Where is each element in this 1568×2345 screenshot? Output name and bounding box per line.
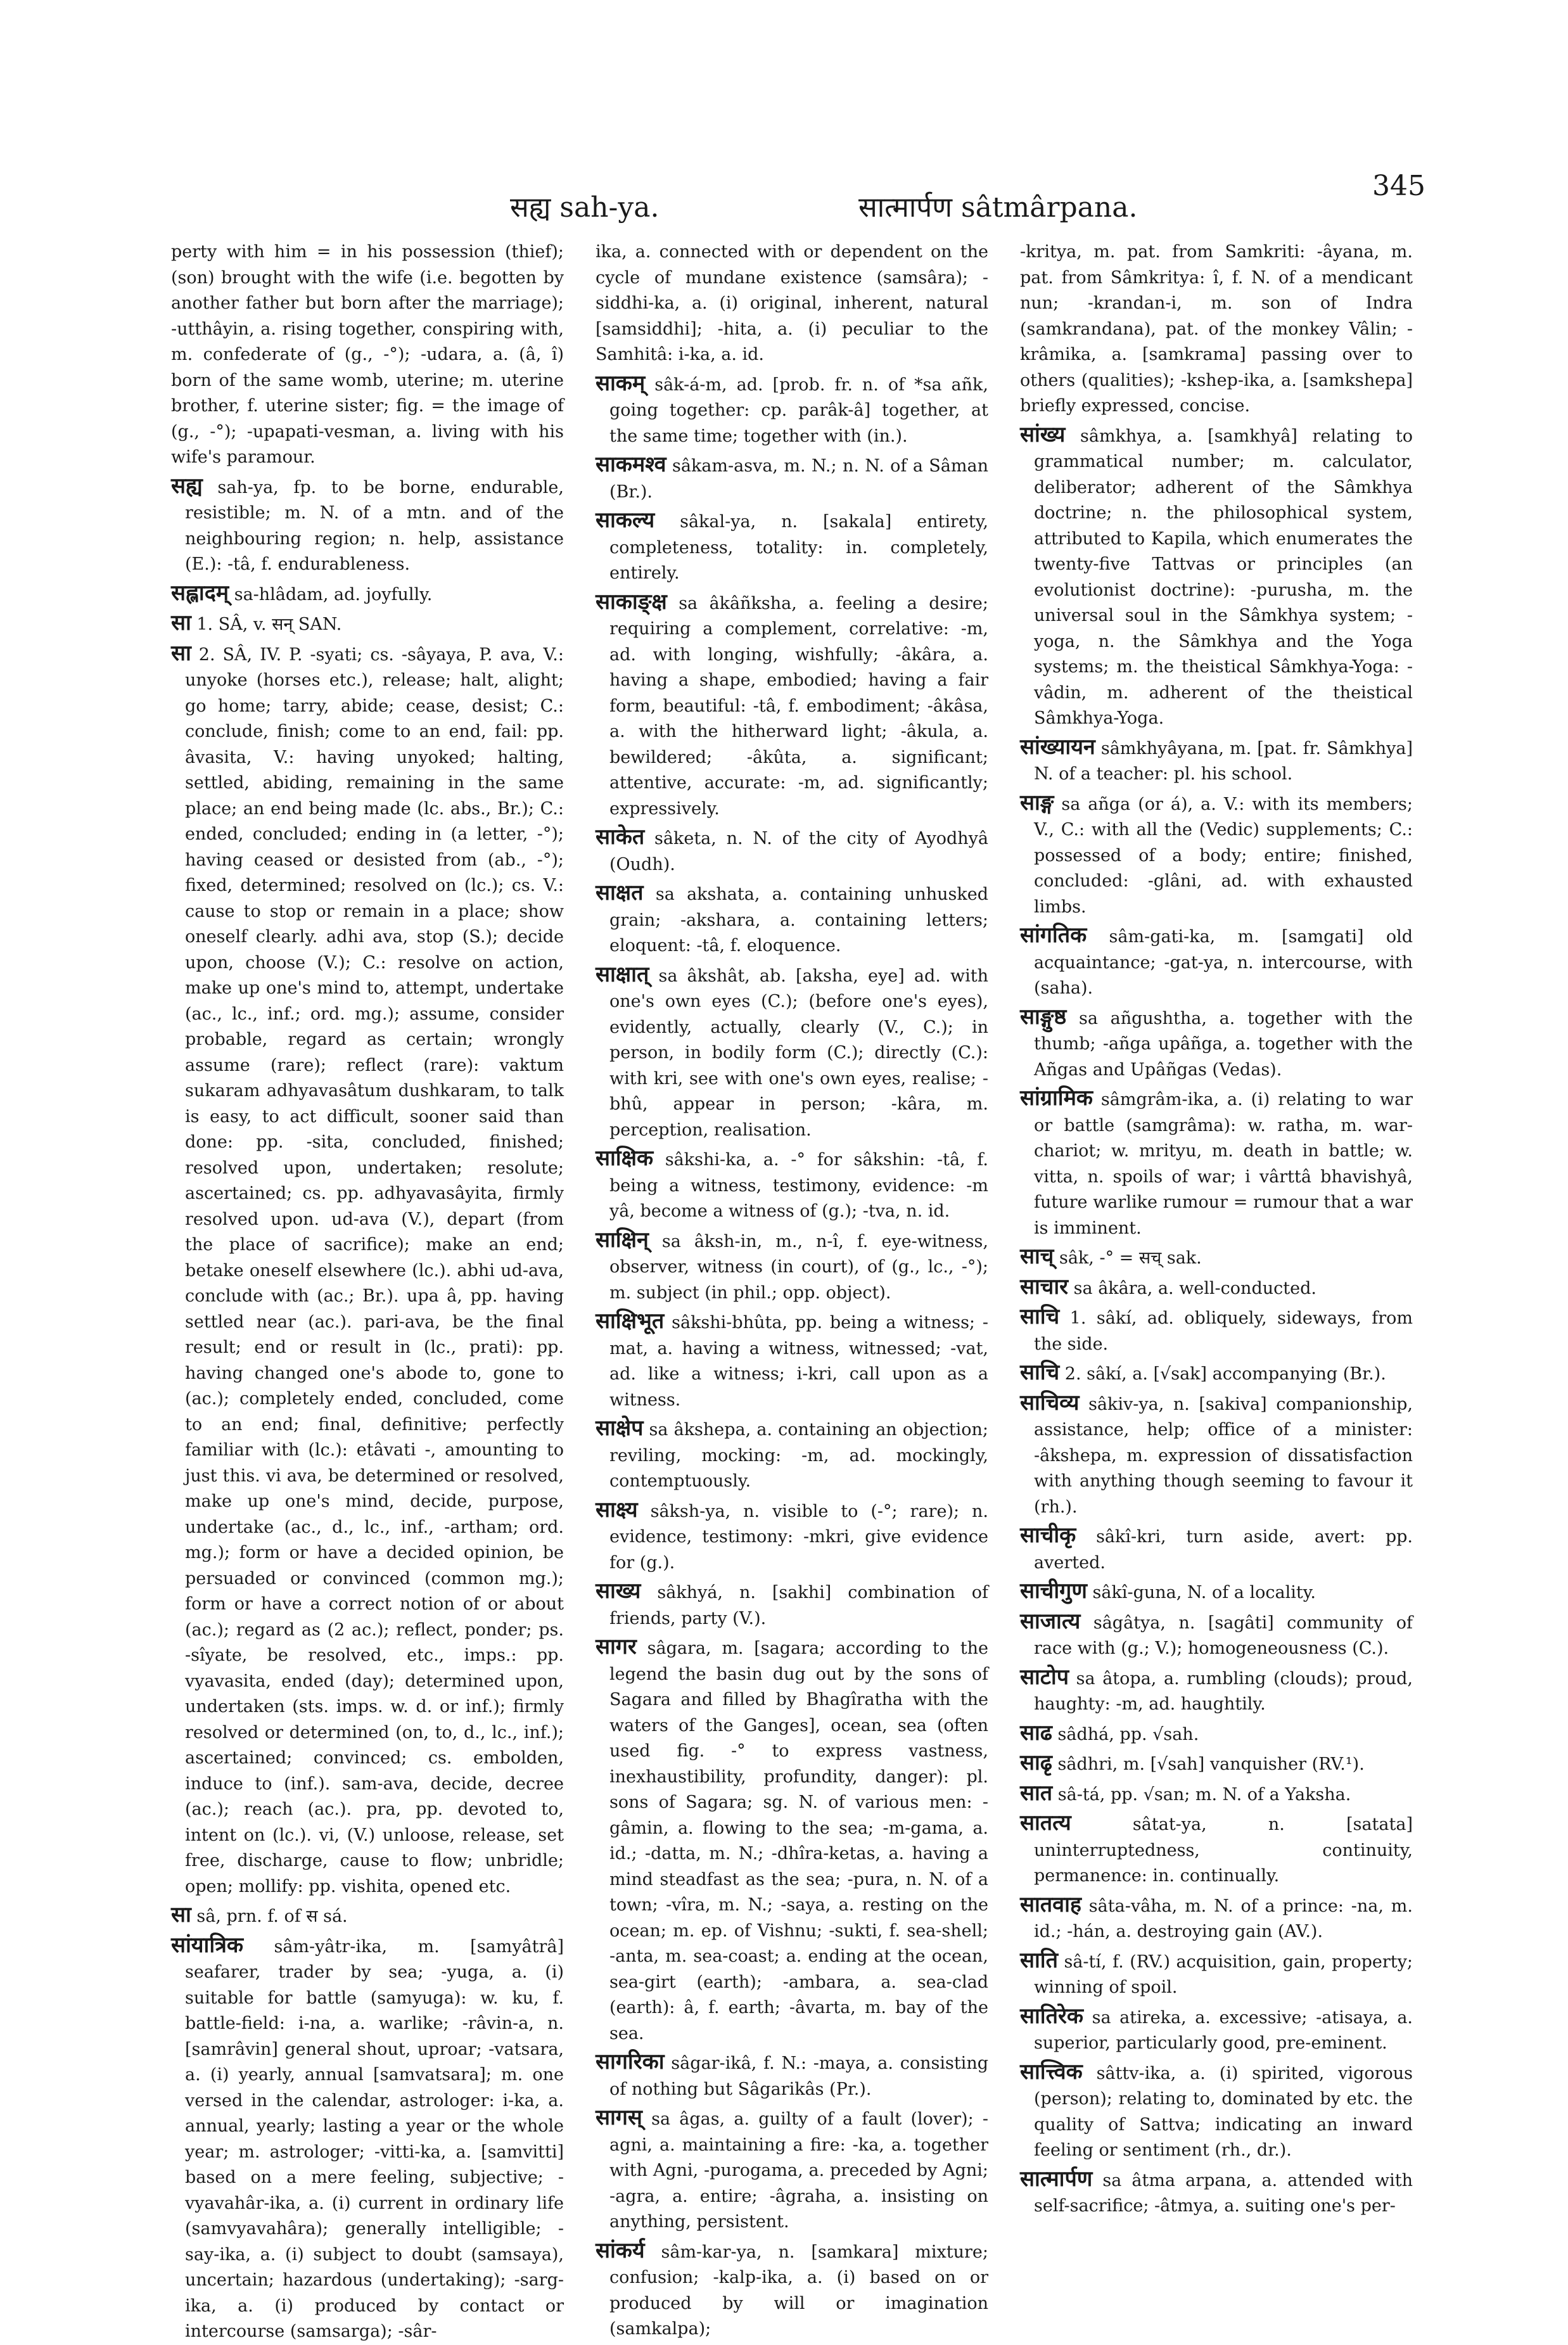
dictionary-entry [596, 371, 988, 450]
entry-headword: सागर [596, 1634, 637, 1659]
entry-text: sâkam-asva, m. N.; n. N. of a Sâman (Br.). [609, 456, 988, 502]
entry-headword: साकल्य [596, 508, 655, 533]
entry-text: sâta-vâha, m. N. of a prince: -na, m. id.; -hán, a. destroying gain (AV.). [1034, 1896, 1413, 1941]
entry-headword: सात्मार्पण [1020, 2166, 1093, 2192]
entry-text: sâkshi-bhûta, pp. being a witness; -mat, a. having a witness, witnessed; -vat, ad. like a witness; i-kri, call upon as a witness. [609, 1313, 988, 1410]
dictionary-entry [596, 1146, 988, 1225]
center-headword: सात्मार्पण sâtmârpana. [858, 191, 1138, 224]
dictionary-entry [1020, 1085, 1413, 1241]
entry-text: sâmkhya, a. [samkhyâ] relating to grammatical number; m. calculator, deliberator; adherent of the Sâmkhya doctrine; n. the philosophical system, attributed to Kapila, which enumerates the twenty-five Tattvas or principles (an evolutionist doctrine): -purusha, m. the universal soul in the Sâmkhya system; -yoga, n. the Sâmkhya and the Yoga systems; m. the theistical Sâmkhya-Yoga: -vâdin, m. adherent of the theistical Sâmkhya-Yoga. [1034, 426, 1413, 728]
column-1 [171, 240, 564, 2341]
entry-headword: साढ [1020, 1720, 1052, 1746]
dictionary-entry [171, 240, 564, 471]
page-number: 345 [1372, 170, 1425, 202]
entry-text: sa añgushtha, a. together with the thumb; -añga upâñga, a. together with the Añgas and Upâñgas (Vedas). [1034, 1008, 1413, 1080]
entry-headword: साचार [1020, 1274, 1069, 1300]
dictionary-entry [1020, 1892, 1413, 1945]
entry-headword: साचि [1020, 1360, 1060, 1385]
entry-text: sa âgas, a. guilty of a fault (lover); -agni, a. maintaining a fire: -ka, a. together with Agni, -purogama, a. preceded by Agni; -agra, a. entire; -âgraha, a. insisting on anything, persistent. [609, 2109, 988, 2232]
entry-text: sâkhyá, n. [sakhi] combination of friends, party (V.). [609, 1583, 988, 1628]
entry-headword: साक्षेप [596, 1415, 644, 1441]
entry-text: sâm-kar-ya, n. [samkara] mixture; confusion; -kalp-ika, a. (i) based on or produced by will or imagination (samkalpa); [609, 2242, 988, 2339]
dictionary-entry [1020, 1578, 1413, 1606]
entry-text: 1. SÂ, v. सन् SAN. [191, 615, 342, 634]
dictionary-entry [596, 2105, 988, 2235]
entry-text: perty with him = in his possession (thief); (son) brought with the wife (i.e. begotten by another father but born after the marriage); -utthâyin, a. rising together, conspiring with, m. confederate of (g., -°); -udara, a. (â, î) born of the same womb, uterine; m. uterine brother, f. uterine sister; fig. = the image of (g., -°); -upapati-vesman, a. living with his wife's paramour. [171, 242, 564, 467]
dictionary-entry [1020, 2059, 1413, 2164]
entry-text: sâksh-ya, n. visible to (-°; rare); n. evidence, testimony: -mkri, give evidence for (g.). [609, 1501, 988, 1573]
entry-text: sâ-tí, f. (RV.) acquisition, gain, property; winning of spoil. [1034, 1952, 1413, 1997]
entry-text: 2. SÂ, IV. P. -syati; cs. -sâyaya, P. ava, V.: unyoke (horses etc.), release; halt, alight; go home; tarry, abide; cease, desist; C.: conclude, finish; come to an end, fail: pp. âvasita, V.: having unyoked; halting, settled, abiding, remaining in the same place; an end being made (lc. abs., Br.); C.: ended, concluded; ending in (a letter, -°); having ceased or desisted from (ab., -°); fixed, determined; resolved on (lc.); cs. V.: cause to stop or remain in a place; show oneself clearly. adhi ava, stop (S.); decide upon, choose (V.); C.: resolve on action, make up one's mind to, attempt, undertake (ac., lc., inf.; ord. mg.); assume, consider probable, regard as certain; wrongly assume (rare); reflect (rare): vaktum sukaram adhyavasâtum dushkaram, to talk is easy, to act difficult, sooner said than done: pp. -sita, concluded, finished; resolved upon, undertaken; resolute; ascertained; cs. pp. adhyavasâyita, firmly resolved upon. ud-ava (V.), depart (from the place of sacrifice); make an end; betake oneself elsewhere (lc.). abhi ud-ava, conclude with (ac.; Br.). upa â, pp. having settled near (ac.). pari-ava, be the final result; end or result in (lc., prati): pp. having changed one's abode to, gone to (ac.); completely ended, concluded, come to an end; final, definitive; perfectly familiar with (lc.): etâvati -, amounting to just this. vi ava, be determined or resolved, make up one's mind, decide, purpose, undertake (ac., d., lc., inf., -artham; ord. mg.); form or have a decided opinion, be persuaded or convinced (common mg.); form or have a correct notion of or about (ac.); regard as (2 ac.); reflect, ponder; ps. -sîyate, be resolved, etc., imps.: pp. vyavasita, ended (day); determined upon, undertaken (sts. imps. w. d. or inf.); firmly resolved or determined (on, to, d., lc., inf.); ascertained; convinced; cs. embolden, induce to (inf.). sam-ava, decide, decree (ac.); reach (ac.). pra, pp. devoted to, intent on (lc.). vi, (V.) unloose, release, set free, discharge, cause to flow; unbridle; open; mollify: pp. vishita, opened etc. [185, 644, 564, 1896]
entry-headword: साख्य [596, 1578, 641, 1604]
dictionary-entry [1020, 734, 1413, 788]
entry-headword: साचीकृ [1020, 1523, 1076, 1548]
entry-headword: सागस् [596, 2105, 642, 2130]
entry-headword: सा [171, 610, 191, 636]
dictionary-entry [1020, 240, 1413, 419]
dictionary-entry [1020, 1609, 1413, 1662]
entry-text: sa âksh-in, m., n-î, f. eye-witness, observer, witness (in court), of (g., lc., -°); m. subject (in phil.; opp. object). [609, 1231, 988, 1303]
entry-headword: साकम् [596, 370, 646, 396]
dictionary-entry [596, 2049, 988, 2102]
entry-headword: सांकर्य [596, 2237, 645, 2263]
entry-text: sa atireka, a. excessive; -atisaya, a. superior, particularly good, pre-eminent. [1034, 2007, 1413, 2053]
entry-headword: सातिरेक [1020, 2003, 1083, 2029]
entry-text: sâkal-ya, n. [sakala] entirety, completeness, totality: in. completely, entirely. [609, 512, 988, 583]
dictionary-entry [171, 610, 564, 638]
dictionary-entry [596, 1634, 988, 2047]
entry-text: sa akshata, a. containing unhusked grain; -akshara, a. containing letters; eloquent: -tâ, f. eloquence. [609, 885, 988, 955]
entry-headword: सातवाह [1020, 1891, 1081, 1917]
dictionary-entry [171, 1902, 564, 1930]
dictionary-entry [596, 508, 988, 587]
entry-headword: साचि [1020, 1304, 1060, 1329]
dictionary-entry [1020, 923, 1413, 1002]
dictionary-entry [596, 452, 988, 505]
dictionary-entry [1020, 1720, 1413, 1748]
entry-headword: साच् [1020, 1244, 1054, 1269]
dictionary-entry [1020, 1304, 1413, 1357]
entry-headword: साकाङ्क्ष [596, 589, 667, 615]
entry-headword: साचिव्य [1020, 1390, 1080, 1415]
dictionary-entry [1020, 1390, 1413, 1521]
entry-headword: साङ्गुष्ठ [1020, 1004, 1067, 1030]
entry-text: sa âtma arpana, a. attended with self-sacrifice; -âtmya, a. suiting one's per- [1034, 2170, 1413, 2216]
entry-headword: सह्य [171, 473, 203, 499]
entry-text: sâkiv-ya, n. [sakiva] companionship, assistance, help; office of a minister: -âkshepa, m. expression of dissatisfaction with anything though seeming to favour it (rh.). [1034, 1394, 1413, 1517]
entry-text: sa âtopa, a. rumbling (clouds); proud, haughty: -m, ad. haughtily. [1034, 1668, 1413, 1714]
dictionary-entry [596, 240, 988, 368]
entry-headword: सात्त्विक [1020, 2059, 1083, 2085]
dictionary-entry [1020, 2166, 1413, 2220]
entry-text: sa âkshepa, a. containing an objection; reviling, mocking: -m, ad. mockingly, contemptuously. [609, 1420, 988, 1491]
entry-text: sa-hlâdam, ad. joyfully. [229, 584, 433, 604]
entry-text: sa âkshât, ab. [aksha, eye] ad. with one's own eyes (C.); (before one's eyes), evidently, actually, clearly (V., C.); in person, in bodily form (C.); directly (C.): with kri, see with one's own eyes, realise; -bhû, appear in person; -kâra, m. perception, realisation. [609, 966, 988, 1140]
dictionary-entry [596, 1227, 988, 1307]
entry-text: sâdhá, pp. √sah. [1052, 1724, 1199, 1744]
dictionary-entry [1020, 1750, 1413, 1778]
entry-text: -kritya, m. pat. from Samkriti: -âyana, m. pat. from Sâmkritya: î, f. N. of a mendicant nun; -krandan-i, m. son of Indra (samkrandana), pat. of the monkey Vâlin; -krâmika, a. [samkrama] passing over to others (qualities); -kshep-ika, a. [samkshepa] briefly expressed, concise. [1020, 242, 1413, 416]
dictionary-entry [1020, 1665, 1413, 1718]
dictionary-entry [596, 1308, 988, 1413]
entry-text: sâgara, m. [sagara; according to the legend the basin dug out by the sons of Sagara and filled by Bhagîratha with the waters of the Ganges], ocean, sea (often used fig. -° to express vastness, inexhaustibility, profundity, danger): pl. sons of Sagara; sg. N. of various men: -gâmin, a. flowing to the sea; -m-gama, a. id.; -datta, m. N.; -dhîra-ketas, a. having a mind steadfast as the sea; -pura, n. N. of a town; -vîra, m. N.; -saya, a. resting on the ocean; m. ep. of Vishnu; -sukti, f. sea-shell; -anta, m. sea-coast; a. ending at the ocean, sea-girt (earth); -ambara, a. sea-clad (earth): â, f. earth; -âvarta, m. bay of the sea. [609, 1639, 988, 2043]
entry-text: sâdhri, m. [√sah] vanquisher (RV.¹). [1052, 1754, 1365, 1774]
dictionary-entry [171, 641, 564, 1900]
entry-headword: सागरिका [596, 2049, 665, 2074]
entry-text: sâkshi-ka, a. -° for sâkshin: -tâ, f. being a witness, testimony, evidence: -m yâ, become a witness of (g.); -tva, n. id. [609, 1150, 988, 1221]
entry-text: sah-ya, fp. to be borne, endurable, resistible; m. N. of a mtn. and of the neighbouring region; n. help, assistance (E.): -tâ, f. endurableness. [185, 477, 564, 574]
dictionary-entry [1020, 1274, 1413, 1302]
entry-headword: सह्लादम् [171, 580, 229, 606]
dictionary-entry [1020, 1244, 1413, 1272]
entry-text: sâm-yâtr-ika, m. [samyâtrâ] seafarer, trader by sea; -yuga, a. (i) suitable for battle (samyuga): w. ku, f. battle-field: i-na, a. warlike; -râvin-a, n. [samrâvin] general shout, uproar; -vatsara, a. (i) yearly, annual [samvatsara]; m. one versed in the calendar, astrologer: i-ka, a. annual, yearly; lasting a year or the whole year; m. astrologer; -vitti-ka, a. [samvitti] based on a mere feeling, subjective; -vyavahâr-ika, a. (i) current in ordinary life (samvyavahâra); generally intelligible; -say-ika, a. (i) subject to doubt (samsaya), uncertain; hazardous (undertaking); -sarg-ika, a. (i) produced by contact or intercourse (samsarga); -sâr- [185, 1936, 564, 2341]
entry-text: sâk, -° = सच् sak. [1054, 1248, 1202, 1268]
column-2 [596, 240, 988, 2339]
entry-text: sâkî-kri, turn aside, avert: pp. averted. [1034, 1527, 1413, 1573]
dictionary-entry [1020, 1780, 1413, 1808]
entry-text: sa âkâñksha, a. feeling a desire; requiring a complement, correlative: -m, ad. with longing, wishfully; -âkâra, a. having a shape, embodied; having a fair form, beautiful: -tâ, f. embodiment; -âkâsa, a. with the hitherward light; -âkula, a. bewildered; -âkûta, a. significant; attentive, accurate: -m, ad. significantly; expressively. [609, 593, 988, 819]
entry-headword: साक्षिक [596, 1146, 654, 1171]
entry-headword: साकेत [596, 824, 645, 850]
entry-text: sa añga (or á), a. V.: with its members; V., C.: with all the (Vedic) supplements; C.: possessed of a body; entire; finished, concluded: -glâni, ad. with exhausted limbs. [1034, 794, 1413, 917]
entry-headword: साक्ष्य [596, 1497, 638, 1523]
entry-text: sâketa, n. N. of the city of Ayodhyâ (Oudh). [609, 829, 988, 874]
entry-headword: साक्षिन् [596, 1227, 649, 1253]
column-3 [1020, 240, 1413, 2216]
entry-headword: सातत्य [1020, 1810, 1071, 1836]
entry-headword: साचीगुण [1020, 1578, 1087, 1604]
entry-headword: साकमश्व [596, 452, 666, 477]
entry-headword: साक्षिभूत [596, 1308, 665, 1334]
entry-text: 2. sâkí, a. [√sak] accompanying (Br.). [1059, 1364, 1386, 1384]
entry-text: sa âkâra, a. well-conducted. [1068, 1278, 1316, 1298]
entry-headword: साति [1020, 1947, 1058, 1973]
entry-headword: साङ्ग [1020, 789, 1054, 815]
entry-text: sâgâtya, n. [sagâti] community of race with (g.; V.); homogeneousness (C.). [1034, 1613, 1413, 1658]
entry-headword: साजात्य [1020, 1608, 1081, 1634]
entry-headword: सांगतिक [1020, 923, 1087, 948]
entry-text: sâ, prn. f. of स sá. [191, 1907, 348, 1926]
dictionary-entry [596, 1578, 988, 1632]
dictionary-entry [1020, 2003, 1413, 2057]
entry-text: 1. sâkí, ad. obliquely, sideways, from the side. [1034, 1308, 1413, 1354]
entry-text: sâtat-ya, n. [satata] uninterruptedness, continuity, permanence: in. continually. [1034, 1815, 1413, 1886]
entry-headword: सा [171, 1902, 191, 1927]
dictionary-entry [1020, 1523, 1413, 1576]
entry-text: sâm-gati-ka, m. [samgati] old acquaintance; -gat-ya, n. intercourse, with (saha). [1034, 927, 1413, 998]
dictionary-entry [171, 580, 564, 608]
entry-headword: सा [171, 640, 191, 666]
dictionary-entry [1020, 790, 1413, 921]
dictionary-entry [1020, 1360, 1413, 1388]
dictionary-entry [596, 1497, 988, 1576]
dictionary-entry [171, 1933, 564, 2345]
entry-text: sâkî-guna, N. of a locality. [1087, 1583, 1316, 1602]
dictionary-entry [171, 473, 564, 578]
entry-headword: सांख्यायन [1020, 734, 1095, 760]
entry-text: sâgar-ikâ, f. N.: -maya, a. consisting of nothing but Sâgarikâs (Pr.). [609, 2054, 988, 2099]
dictionary-entry [596, 824, 988, 878]
dictionary-entry [1020, 1948, 1413, 2001]
entry-headword: सांयात्रिक [171, 1932, 244, 1958]
entry-text: sâttv-ika, a. (i) spirited, vigorous (person); relating to, dominated by etc. the quality of Sattva; indicating an inward feeling or sentiment (rh., dr.). [1034, 2063, 1413, 2160]
entry-text: ika, a. connected with or dependent on the cycle of mundane existence (samsâra); -siddhi-ka, a. (i) original, inherent, natural [samsiddhi]; -hita, a. (i) peculiar to the Samhitâ: i-ka, a. id. [596, 242, 988, 364]
entry-headword: साक्षात् [596, 961, 649, 987]
entry-text: sâmkhyâyana, m. [pat. fr. Sâmkhya] N. of a teacher: pl. his school. [1034, 738, 1413, 784]
left-headword: सह्य sah-ya. [510, 191, 660, 224]
dictionary-entry [1020, 422, 1413, 732]
entry-headword: साटोप [1020, 1664, 1069, 1690]
dictionary-entry [1020, 1810, 1413, 1889]
entry-headword: सांख्य [1020, 421, 1066, 447]
dictionary-entry [596, 880, 988, 959]
dictionary-entry [596, 1415, 988, 1495]
entry-headword: साक्षत [596, 880, 644, 905]
dictionary-entry [596, 962, 988, 1144]
entry-text: sâk-á-m, ad. [prob. fr. n. of *sa añk, going together: cp. parâk-â] together, at the same time; together with (in.). [609, 374, 988, 446]
entry-text: sâmgrâm-ika, a. (i) relating to war or battle (samgrâma): w. ratha, m. war-chariot; w. mrityu, m. death in battle; w. vitta, n. spoils of war; i vârttâ bhavishyâ, future warlike rumour = rumour that a war is imminent. [1034, 1090, 1413, 1238]
entry-text: sâ-tá, pp. √san; m. N. of a Yaksha. [1052, 1784, 1351, 1805]
entry-headword: सांग्रामिक [1020, 1085, 1093, 1111]
dictionary-entry [1020, 1004, 1413, 1083]
entry-headword: सात [1020, 1780, 1053, 1806]
dictionary-entry [596, 2238, 988, 2342]
entry-headword: साढृ [1020, 1750, 1052, 1775]
page-header [0, 152, 1568, 228]
dictionary-entry [596, 589, 988, 822]
